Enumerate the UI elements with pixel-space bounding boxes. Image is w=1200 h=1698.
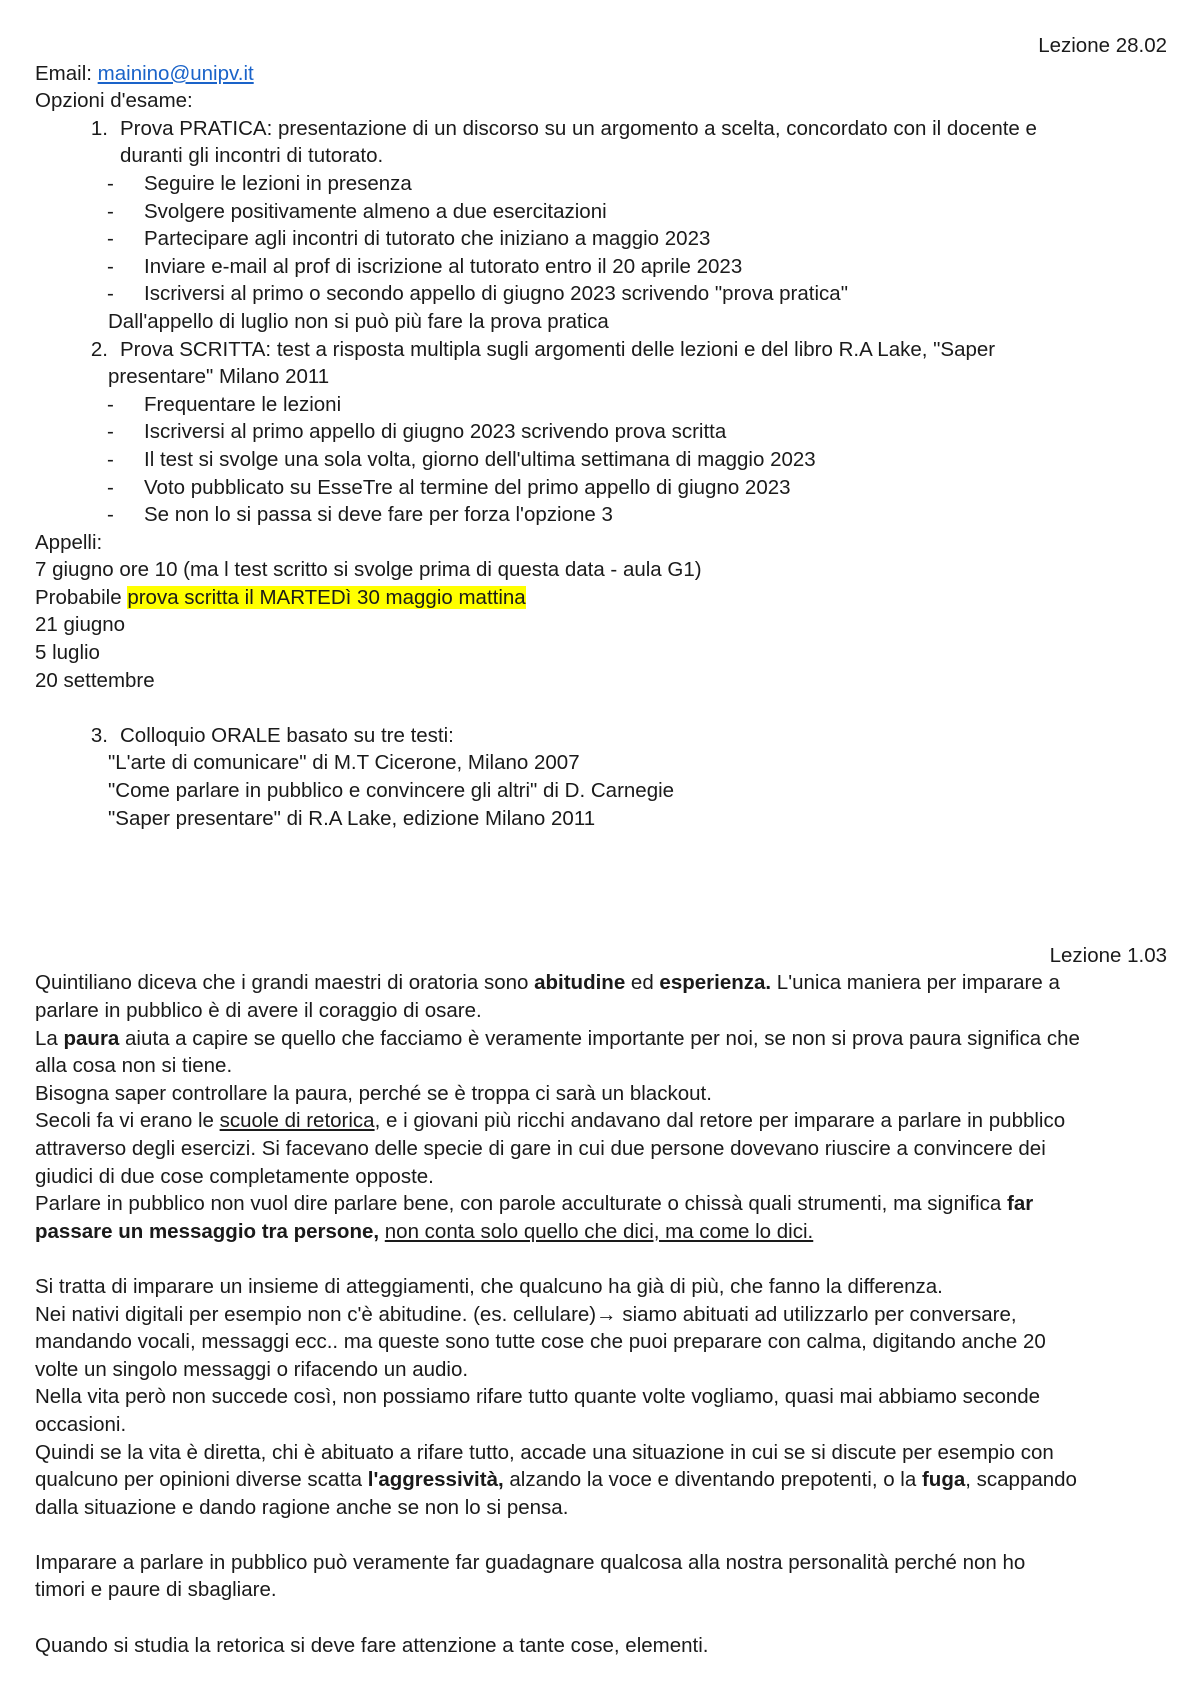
book-reference: "Saper presentare" di R.A Lake, edizione Milano 2011 xyxy=(108,806,596,830)
list-number: 1. xyxy=(90,116,108,140)
paragraph: Bisogna saper controllare la paura, perché se è troppa ci sarà un blackout. xyxy=(35,1081,712,1105)
appello-line: 20 settembre xyxy=(35,668,155,692)
list-item: - Se non lo si passa si deve fare per forza l'opzione 3 xyxy=(107,503,613,527)
paragraph: Imparare a parlare in pubblico può veramente far guadagnare qualcosa alla nostra personalità perché non ho timori e paure di sbagliare. xyxy=(35,1550,1026,1602)
option-2-text: Prova SCRITTA: test a risposta multipla sugli argomenti delle lezioni e del libro R.A Lake, "Saper xyxy=(120,337,996,361)
list-item: - Iscriversi al primo appello di giugno 2023 scrivendo prova scritta xyxy=(107,420,727,444)
list-item: - Il test si svolge una sola volta, giorno dell'ultima settimana di maggio 2023 xyxy=(107,447,816,471)
underlined-text: non conta solo quello che dici, ma come lo dici. xyxy=(384,1219,814,1243)
email-link[interactable]: mainino@unipv.it xyxy=(97,61,254,85)
list-number: 2. xyxy=(90,337,108,361)
email-label: Email: xyxy=(35,61,98,85)
option-1-text-cont: duranti gli incontri di tutorato. xyxy=(120,144,384,168)
paragraph: Quindi se la vita è diretta, chi è abituato a rifare tutto, accade una situazione in cui se si discute per esempio con qualcuno per opinioni diverse scatta l'aggressività, alzando la voce e diventando prepotenti, o la fuga, scappando dalla situazione e dando ragione anche se non lo si pensa. xyxy=(35,1440,1077,1519)
paragraph: Nella vita però non succede così, non possiamo rifare tutto quante volte vogliamo, quasi mai abbiamo seconde occasioni. xyxy=(35,1385,1041,1436)
paragraph: Nei nativi digitali per esempio non c'è abitudine. (es. cellulare)→ siamo abituati ad utilizzarlo per conversare, mandando vocali, messaggi ecc.. ma queste sono tutte cose che puoi preparare con calma, digitando anche 20 volte un singolo messaggi o rifacendo un audio. xyxy=(35,1302,1046,1381)
list-item: - Seguire le lezioni in presenza xyxy=(107,171,412,195)
option-3-texts xyxy=(35,749,1167,832)
lesson-date: Lezione 1.03 xyxy=(1049,943,1167,967)
list-item: - Partecipare agli incontri di tutorato che iniziano a maggio 2023 xyxy=(107,227,711,251)
option-2-bullets xyxy=(35,391,1167,529)
list-item: - Frequentare le lezioni xyxy=(107,392,342,416)
option-1-bullets xyxy=(35,170,1167,308)
lesson-date: Lezione 28.02 xyxy=(1038,34,1167,57)
option-2 xyxy=(35,336,1167,364)
exam-options-title: Opzioni d'esame: xyxy=(35,89,193,113)
appello-line: 5 luglio xyxy=(35,641,100,665)
appello-line: 7 giugno ore 10 (ma l test scritto si svolge prima di questa data - aula G1) xyxy=(35,558,702,582)
option-3-text: Colloquio ORALE basato su tre testi: xyxy=(120,723,454,747)
option-3 xyxy=(35,722,1167,750)
paragraph: Si tratta di imparare un insieme di atteggiamenti, che qualcuno ha già di più, che fanno la differenza. xyxy=(35,1274,943,1298)
option-1-text: Prova PRATICA: presentazione di un discorso su un argomento a scelta, concordato con il docente e xyxy=(120,116,1037,140)
underlined-text: scuole di retorica xyxy=(219,1109,375,1133)
appello-line: 21 giugno xyxy=(35,613,126,637)
arrow-icon: → xyxy=(596,1302,617,1326)
appelli-title: Appelli: xyxy=(35,530,103,554)
list-number: 3. xyxy=(90,723,108,747)
book-reference: "Come parlare in pubblico e convincere gli altri" di D. Carnegie xyxy=(108,779,675,803)
option-2-text-cont: presentare" Milano 2011 xyxy=(108,365,330,389)
option-1 xyxy=(35,115,1167,143)
document-page xyxy=(35,32,1167,1659)
list-item: - Voto pubblicato su EsseTre al termine del primo appello di giugno 2023 xyxy=(107,475,791,499)
list-item: - Iscriversi al primo o secondo appello di giugno 2023 scrivendo "prova pratica" xyxy=(107,282,848,306)
list-item: - Inviare e-mail al prof di iscrizione al tutorato entro il 20 aprile 2023 xyxy=(107,254,743,278)
paragraph: Parlare in pubblico non vuol dire parlare bene, con parole acculturate o chissà quali strumenti, ma significa far passare un messaggio tra persone, non conta solo quello che dici, ma come lo dici. xyxy=(35,1192,1034,1243)
email-line xyxy=(35,60,1167,88)
book-reference: "L'arte di comunicare" di M.T Cicerone, Milano 2007 xyxy=(108,751,580,775)
paragraph: Secoli fa vi erano le scuole di retorica, e i giovani più ricchi andavano dal retore per imparare a parlare in pubblico attraverso degli esercizi. Si facevano delle specie di gare in cui due persone dovevano riuscire a convincere dei giudici di due cose completamente opposte. xyxy=(35,1109,1066,1188)
list-item: - Svolgere positivamente almeno a due esercitazioni xyxy=(107,199,607,223)
probabile-line: Probabile prova scritta il MARTEDì 30 maggio mattina xyxy=(35,585,526,609)
option-1-note: Dall'appello di luglio non si può più fare la prova pratica xyxy=(108,309,609,333)
highlighted-text: prova scritta il MARTEDì 30 maggio mattina xyxy=(127,585,526,609)
paragraph: La paura aiuta a capire se quello che facciamo è veramente importante per noi, se non si prova paura significa che alla cosa non si tiene. xyxy=(35,1026,1080,1078)
paragraph: Quintiliano diceva che i grandi maestri di oratoria sono abitudine ed esperienza. L'unica maniera per imparare a parlare in pubblico è di avere il coraggio di osare. xyxy=(35,971,1060,1022)
paragraph: Quando si studia la retorica si deve fare attenzione a tante cose, elementi. xyxy=(35,1633,709,1657)
